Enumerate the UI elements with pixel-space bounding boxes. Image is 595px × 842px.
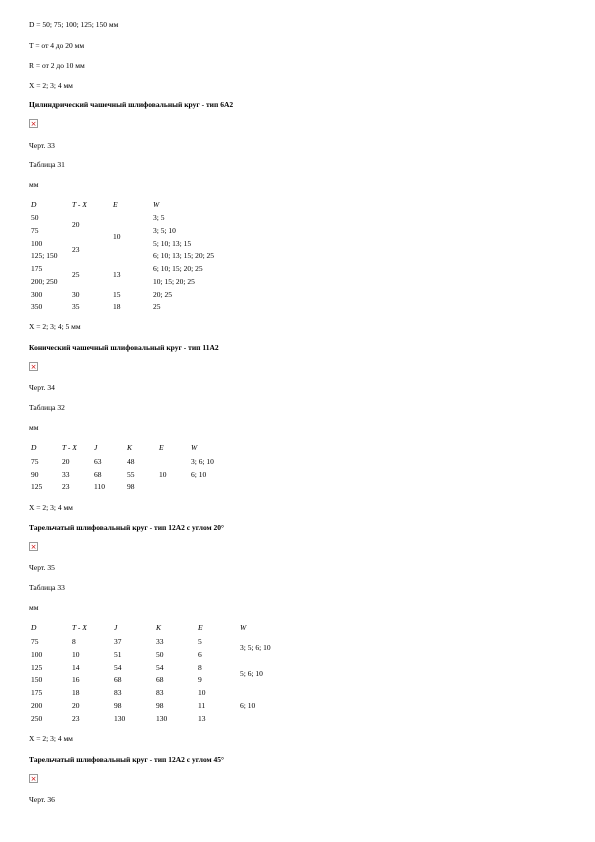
table-cell: 63 [94,457,102,466]
table-cell: 150 [31,675,43,685]
table-header: E [113,200,118,209]
table-cell: 23 [72,713,80,723]
table-cell: 110 [94,482,105,491]
section-title-6a2: Цилиндрический чашечный шлифовальный круг - тип 6А2 [29,100,234,109]
table-cell: 125 [31,482,43,491]
param-x: X = 2; 3; 4 мм [29,503,73,512]
table-cell: 3; 6; 10 [191,457,214,466]
table-caption-33: Таблица 33 [29,583,65,592]
table-cell: 3; 5; 10 [153,226,176,235]
table-cell: 5 [198,637,202,646]
table-cell: 98 [114,701,122,710]
table-cell: 175 [31,264,43,273]
param-t: T = от 4 до 20 мм [29,41,85,50]
table-cell: 3; 5 [153,213,165,222]
table-cell: 23 [62,482,70,491]
table-caption-31: Таблица 31 [29,160,65,169]
broken-image-icon: × [30,543,37,551]
table-cell: 6; 10 [240,701,256,710]
table-cell: 20; 25 [153,290,172,299]
table-cell: 25 [153,302,161,311]
param-r: R = от 2 до 10 мм [29,61,85,70]
table-cell: 25 [72,270,80,279]
table-cell: 6; 10; 13; 15; 20; 25 [153,251,215,260]
table-cell: 75 [31,226,39,235]
table-header: T - X [72,200,87,209]
broken-image-icon: × [30,775,37,783]
table-caption-32: Таблица 32 [29,403,65,412]
table-header: D [31,443,37,452]
table-cell: 10 [72,649,80,659]
table-cell: 10 [113,232,121,241]
table-cell: 10 [159,470,167,479]
section-title-12a2-20: Тарельчатый шлифовальный круг - тип 12А2 с углом 20° [29,523,225,532]
table-cell: 18 [113,302,121,311]
table-cell: 75 [31,457,39,466]
table-cell: 23 [72,245,80,254]
table-cell: 13 [113,270,121,279]
section-title-11a2: Конический чашечный шлифовальный круг - тип 11А2 [29,343,219,352]
table-cell: 5; 6; 10 [240,669,263,678]
table-cell: 15 [113,290,121,299]
unit-label: мм [29,180,39,189]
table-header: E [159,443,164,452]
table-cell: 8 [72,637,76,646]
figure-caption-34: Черт. 34 [29,383,55,392]
table-header: J [114,623,118,632]
table-header: W [240,623,247,632]
param-d: D = 50; 75; 100; 125; 150 мм [29,20,119,29]
table-header: K [127,443,133,452]
table-cell: 30 [72,290,80,299]
table-cell: 68 [94,470,102,479]
table-header: E [198,623,203,632]
table-cell: 11 [198,701,206,710]
param-x: X = 2; 3; 4; 5 мм [29,322,81,331]
table-cell: 68 [156,675,164,685]
table-cell: 37 [114,637,122,646]
table-cell: 90 [31,470,39,479]
unit-label: мм [29,423,39,432]
table-cell: 130 [114,713,126,723]
table-cell: 83 [114,688,122,698]
table-cell: 250 [31,713,43,723]
table-cell: 50 [31,213,39,222]
table-cell: 48 [127,457,135,466]
table-cell: 200; 250 [31,277,58,286]
broken-image-icon: × [30,120,37,128]
table-cell: 98 [156,701,164,710]
table-cell: 33 [62,470,70,479]
table-cell: 33 [156,637,164,646]
table-cell: 5; 10; 13; 15 [153,239,192,248]
table-header: W [153,200,160,209]
table-header: K [156,623,162,632]
param-x: X = 2; 3; 4 мм [29,734,73,743]
broken-image-icon: × [30,363,37,371]
table-cell: 50 [156,649,164,659]
table-cell: 100 [31,649,43,659]
table-cell: 20 [72,220,80,229]
figure-caption-33: Черт. 33 [29,141,55,150]
table-header: T - X [72,623,87,632]
param-x: X = 2; 3; 4 мм [29,81,73,90]
table-cell: 10; 15; 20; 25 [153,277,195,286]
table-cell: 175 [31,688,43,698]
table-cell: 130 [156,713,168,723]
table-cell: 68 [114,675,122,685]
table-cell: 54 [114,662,122,672]
table-cell: 98 [127,482,135,491]
table-cell: 6; 10; 15; 20; 25 [153,264,203,273]
section-title-12a2-45: Тарельчатый шлифовальный круг - тип 12А2 с углом 45° [29,755,225,764]
table-cell: 14 [72,662,80,672]
unit-label: мм [29,603,39,612]
table-header: D [31,623,37,632]
table-cell: 55 [127,470,135,479]
table-cell: 3; 5; 6; 10 [240,643,271,652]
table-cell: 83 [156,688,164,698]
table-cell: 6 [198,649,202,659]
table-header: W [191,443,198,452]
table-cell: 35 [72,302,80,311]
table-cell: 8 [198,662,202,672]
table-header: T - X [62,443,77,452]
table-cell: 20 [72,701,80,710]
table-cell: 125; 150 [31,251,58,260]
table-cell: 18 [72,688,80,698]
table-cell: 300 [31,290,43,299]
table-cell: 20 [62,457,70,466]
table-cell: 13 [198,713,206,723]
table-cell: 10 [198,688,206,698]
table-cell: 51 [114,649,122,659]
table-cell: 9 [198,675,202,685]
table-cell: 16 [72,675,80,685]
table-cell: 6; 10 [191,470,207,479]
figure-caption-35: Черт. 35 [29,563,55,572]
table-cell: 125 [31,662,43,672]
table-header: D [31,200,37,209]
table-cell: 200 [31,701,43,710]
table-cell: 100 [31,239,43,248]
table-header: J [94,443,98,452]
table-cell: 75 [31,637,39,646]
table-cell: 54 [156,662,164,672]
figure-caption-36: Черт. 36 [29,795,55,804]
table-cell: 350 [31,302,43,311]
